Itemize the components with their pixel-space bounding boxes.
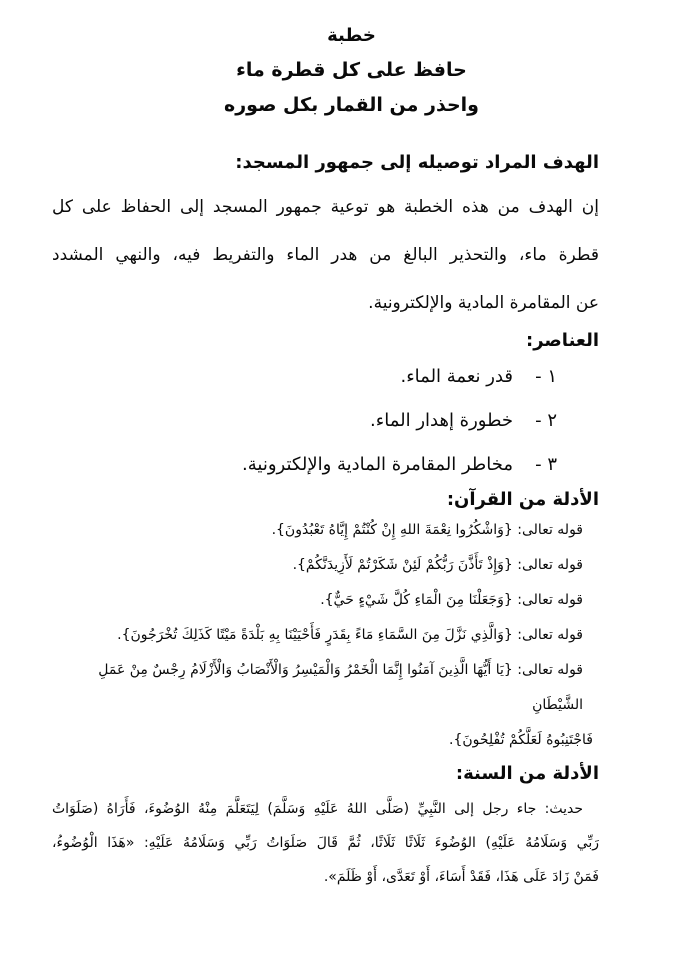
elements-list [52, 355, 599, 487]
hadith-line: رَبِّي وَسَلَامُهُ عَلَيْهِ) الوُضُوءَ ثَلَاثًا ثَلَاثًا، ثُمَّ قَالَ صَلَوَاتُ رَبِّي وَسَلَامُهُ عَلَيْهِ: «هَذَا الْوُضُوءُ، [52, 835, 599, 851]
list-item-text: خطورة إهدار الماء. [370, 410, 513, 431]
list-item-number: ١ - [535, 366, 557, 387]
list-item-number: ٣ - [535, 454, 557, 475]
quran-verse: قوله تعالى: {وَجَعَلْنَا مِنَ الْمَاءِ كُلَّ شَيْءٍ حَيٌّ}. [320, 592, 583, 608]
list-item [52, 399, 599, 443]
list-item-text: مخاطر المقامرة المادية والإلكترونية. [242, 454, 513, 475]
sermon-title-line-2: واحذر من القمار بكل صوره [224, 94, 479, 116]
title-block [78, 18, 625, 123]
list-item-text: قدر نعمة الماء. [400, 366, 513, 387]
hadith-paragraph [52, 792, 599, 894]
sunnah-evidence-heading: الأدلة من السنة: [455, 763, 599, 784]
list-item [52, 355, 599, 399]
goal-paragraph-line: قطرة ماء، والتحذير البالغ من هدر الماء والتفريط فيه، والنهي المشدد [52, 245, 599, 265]
quran-verses [52, 513, 599, 758]
goal-section-heading: الهدف المراد توصيله إلى جمهور المسجد: [235, 152, 599, 173]
quran-verse: قوله تعالى: {يَا أَيُّهَا الَّذِينَ آمَنُوا إِنَّمَا الْخَمْرُ وَالْمَيْسِرُ وَالْأَنْصَابُ وَالْأَزْلَامُ رِجْسٌ مِنْ عَمَلِ الشَّيْطَانِ [98, 662, 583, 713]
goal-paragraph-line: إن الهدف من هذه الخطبة هو توعية جمهور المسجد إلى الحفاظ على كل [52, 197, 599, 217]
hadith-line: فَمَنْ زَادَ عَلَى هَذَا، فَقَدْ أَسَاءَ، أَوْ تَعَدَّى، أَوْ ظَلَمَ». [323, 869, 599, 885]
quran-verse: قوله تعالى: {وَإِذْ تَأَذَّنَ رَبُّكُمْ لَئِنْ شَكَرْتُمْ لَأَزِيدَنَّكُمْ}. [292, 557, 583, 573]
list-item [52, 443, 599, 487]
elements-section-heading: العناصر: [526, 330, 599, 351]
quran-verse: قوله تعالى: {وَالَّذِي نَزَّلَ مِنَ السَّمَاءِ مَاءً بِقَدَرٍ فَأَحْيَيْنَا بِهِ بَلْدَةً مَيْتًا كَذَلِكَ تُخْرَجُونَ}. [117, 627, 583, 643]
quran-evidence-heading: الأدلة من القرآن: [446, 489, 599, 510]
quran-verse-continuation: فَاجْتَنِبُوهُ لَعَلَّكُمْ تُفْلِحُونَ}. [449, 732, 593, 748]
quran-verse: قوله تعالى: {وَاشْكُرُوا نِعْمَةَ اللهِ إِنْ كُنْتُمْ إِيَّاهُ تَعْبُدُونَ}. [271, 522, 583, 538]
hadith-line: حديث: جاء رجل إلى النَّبِيِّ (صَلَّى اللهُ عَلَيْهِ وَسَلَّمَ) لِيَتَعَلَّمَ مِنْهُ الوُضُوءَ، فَأَرَاهُ (صَلَوَاتُ [52, 801, 583, 817]
goal-paragraph-line: عن المقامرة المادية والإلكترونية. [368, 293, 599, 313]
goal-paragraph [52, 183, 599, 327]
document-type-title: خطبة [327, 25, 376, 46]
list-item-number: ٢ - [535, 410, 557, 431]
sermon-title-line-1: حافظ على كل قطرة ماء [236, 59, 467, 81]
